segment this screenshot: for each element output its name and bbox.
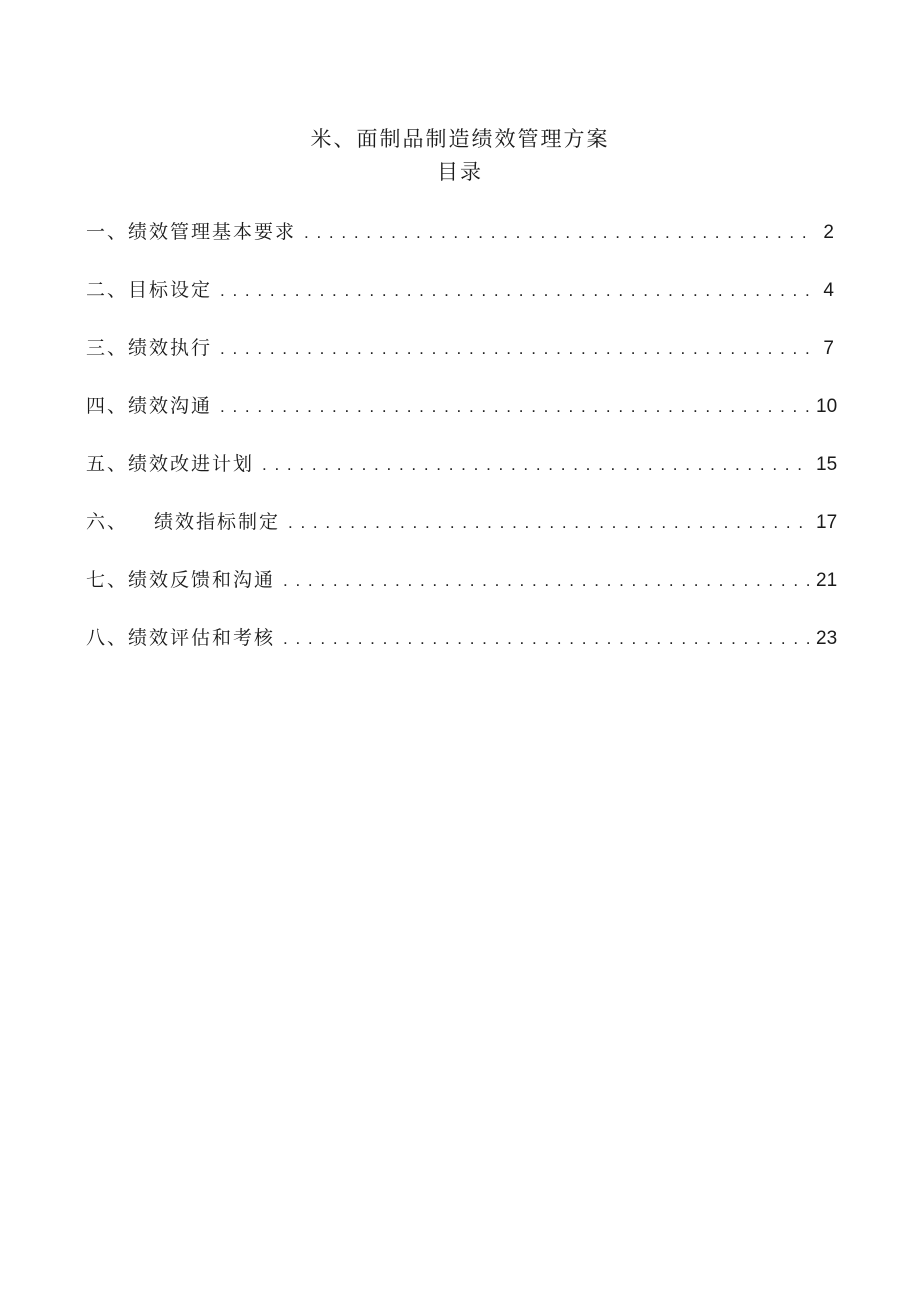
- toc-entry-number: 八、: [86, 627, 129, 649]
- toc-entry-page: 2: [823, 222, 834, 243]
- table-of-contents: [86, 213, 838, 677]
- toc-entry-page: 4: [823, 280, 834, 301]
- toc-entry-number: 四、: [86, 395, 129, 417]
- toc-entry-page: 17: [816, 512, 838, 533]
- toc-entry-number: 二、: [86, 279, 129, 301]
- toc-entry-label: 绩效执行: [128, 337, 213, 359]
- document-title: 米、面制品制造绩效管理方案: [310, 127, 610, 151]
- toc-entry-label: 绩效指标制定: [154, 511, 281, 533]
- toc-entry-4[interactable]: [86, 387, 838, 445]
- toc-dot-leader: [220, 388, 810, 426]
- toc-entry-label: 绩效反馈和沟通: [128, 569, 276, 591]
- toc-entry-label: 绩效沟通: [128, 395, 213, 417]
- toc-dot-leader: [220, 330, 810, 368]
- toc-entry-number: 一、: [86, 221, 129, 243]
- toc-entry-1[interactable]: [86, 213, 834, 271]
- toc-entry-number: 六、: [86, 511, 129, 533]
- toc-entry-label: 目标设定: [128, 279, 213, 301]
- toc-entry-7[interactable]: [86, 561, 838, 619]
- toc-heading: 目录: [437, 160, 483, 184]
- toc-entry-page: 23: [816, 628, 838, 649]
- toc-entry-2[interactable]: [86, 271, 834, 329]
- toc-dot-leader: [220, 272, 810, 310]
- toc-dot-leader: [283, 620, 810, 658]
- toc-entry-number: 七、: [86, 569, 129, 591]
- toc-entry-3[interactable]: [86, 329, 834, 387]
- toc-entry-6[interactable]: [86, 503, 838, 561]
- toc-dot-leader: [283, 562, 810, 600]
- toc-entry-5[interactable]: [86, 445, 838, 503]
- toc-dot-leader: [288, 504, 810, 542]
- toc-entry-8[interactable]: [86, 619, 838, 677]
- toc-entry-number: 三、: [86, 337, 129, 359]
- toc-dot-leader: [304, 214, 810, 252]
- toc-dot-leader: [262, 446, 810, 484]
- toc-entry-label: 绩效改进计划: [128, 453, 255, 475]
- toc-entry-label: 绩效管理基本要求: [128, 221, 297, 243]
- toc-entry-number: 五、: [86, 453, 129, 475]
- toc-entry-page: 15: [816, 454, 838, 475]
- toc-entry-page: 21: [816, 570, 838, 591]
- toc-entry-page: 7: [823, 338, 834, 359]
- toc-entry-page: 10: [816, 396, 838, 417]
- toc-entry-label: 绩效评估和考核: [128, 627, 276, 649]
